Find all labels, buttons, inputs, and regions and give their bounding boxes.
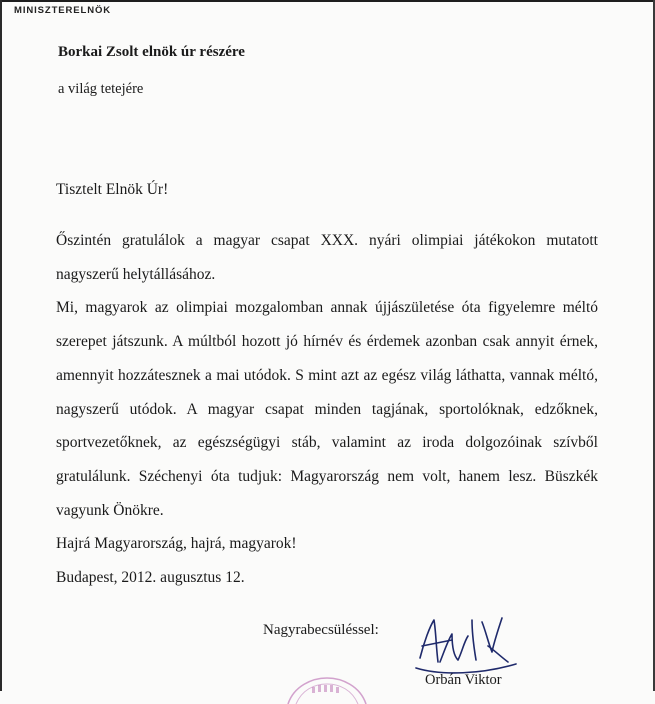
closing-phrase: Nagyrabecsüléssel: [263,622,379,638]
letter-body [56,224,598,595]
paragraph-cheer: Hajrá Magyarország, hajrá, magyarok! [56,535,297,553]
office-letterhead: MINISZTERELNÖK [14,5,112,16]
page-top-border [0,0,655,2]
salutation: Tisztelt Elnök Úr! [56,181,169,198]
signature-icon [412,612,522,680]
place-and-date: Budapest, 2012. augusztus 12. [56,569,245,587]
page-left-border [0,0,2,691]
recipient-address: a világ tetejére [58,81,144,97]
paragraph-congratulation: Őszintén gratulálok a magyar csapat XXX. nyári olimpiai játékokon mutatott nagyszerű helytállásához. [56,232,598,283]
paragraph-main: Mi, magyarok az olimpiai mozgalomban annak újjászületése óta figyelemre méltó szerepet játszunk. A múltból hozott jó hírnév és érdemek azonban csak annyit érnek, amennyit hozzátesznek a mai utódok. S mint azt az egész világ láthatta, vannak méltó, nagyszerű utódok. A magyar csapat minden tagjának, sportolóknak, edzőknek, sportvezetőknek, az egészségügyi stáb, valamint az iroda dolgozóinak szívből gratulálunk. Széchenyi óta tudjuk: Magyarország nem volt, hanem lesz. Büszkék vagyunk Önökre. [56,299,598,519]
recipient-name: Borkai Zsolt elnök úr részére [58,44,245,60]
signer-name: Orbán Viktor [425,672,502,688]
stamp-icon [282,674,372,704]
